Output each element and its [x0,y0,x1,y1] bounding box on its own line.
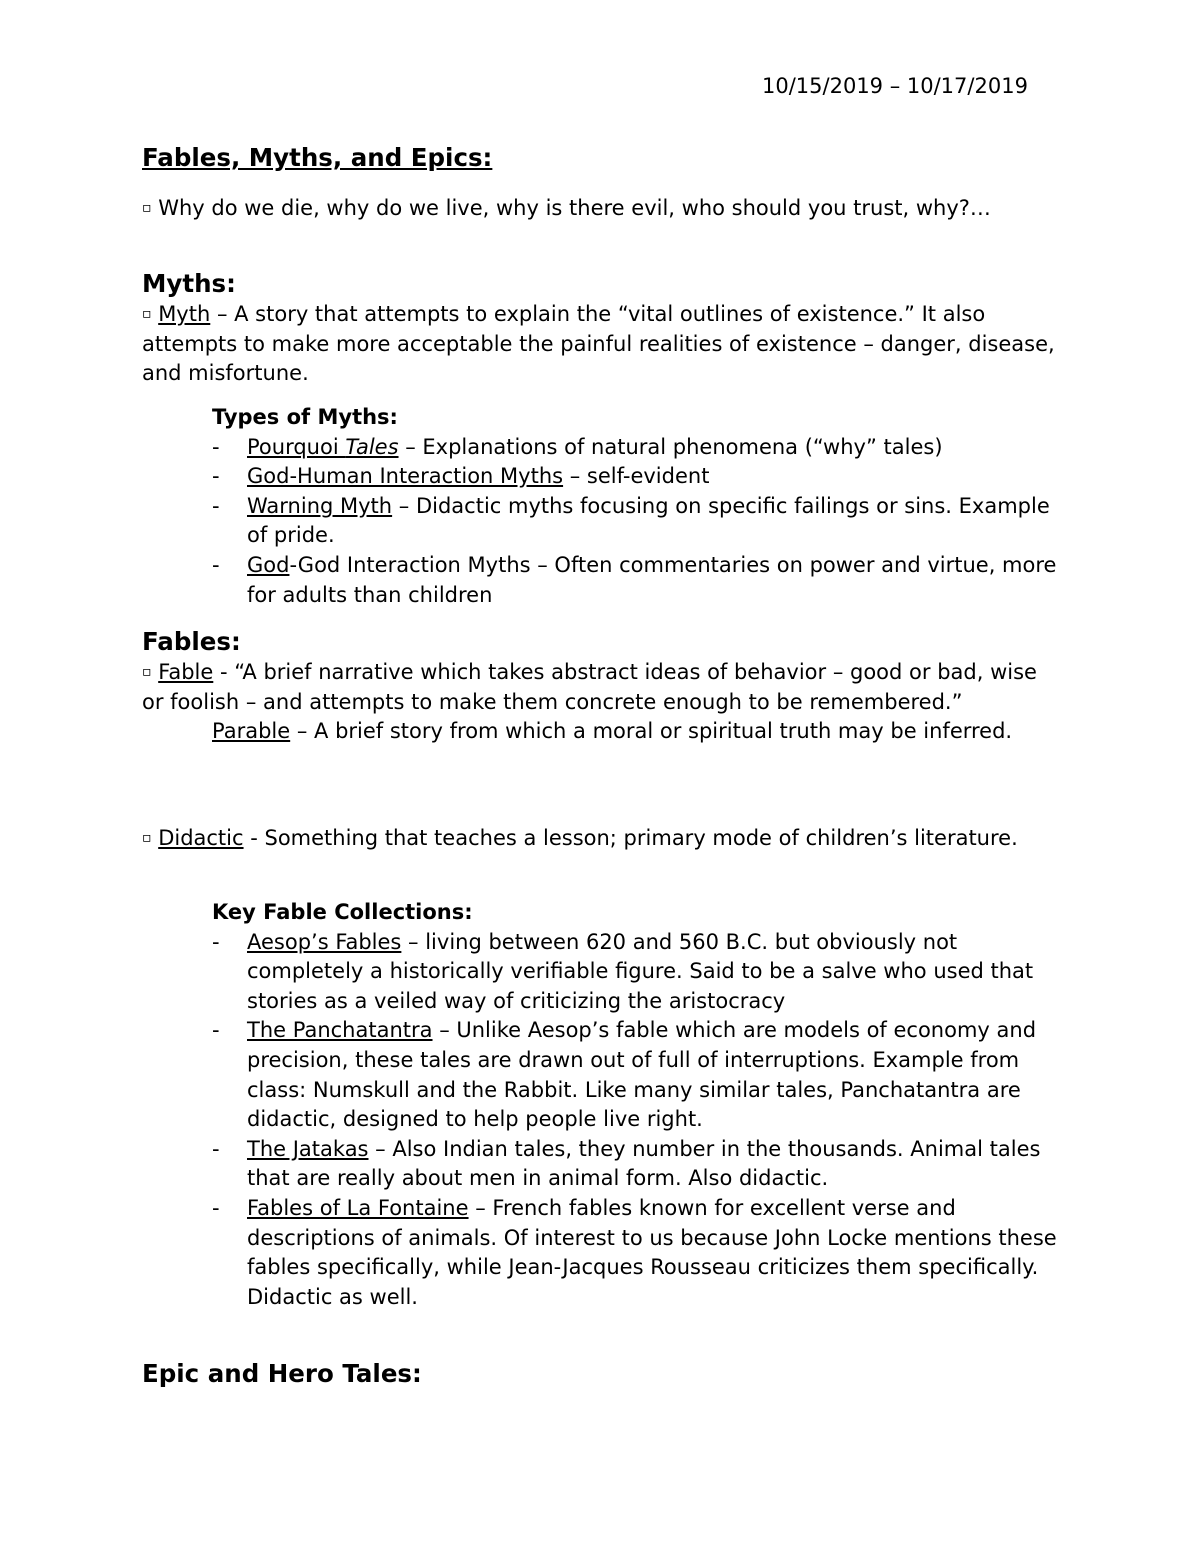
bullet-icon: ▫ [142,306,152,322]
didactic-section [142,824,1062,854]
fables-heading: Fables: [142,627,241,656]
type-term: God-Human Interaction Myths [247,464,564,489]
bullet-icon: ▫ [142,664,152,680]
list-item [142,551,1062,610]
dash-bullet: - [212,552,220,577]
collection-term: The Jatakas [247,1136,369,1161]
dash-bullet: - [212,434,220,459]
didactic-definition-text: - Something that teaches a lesson; primary mode of children’s literature. [243,826,1018,850]
dash-bullet: - [212,493,220,518]
didactic-term: Didactic [158,826,244,850]
intro-paragraph [142,194,1062,224]
list-item [142,1016,1062,1134]
myth-term: Myth [158,302,211,326]
bullet-icon: ▫ [142,200,152,216]
date-range: 10/15/2019 – 10/17/2019 [762,74,1028,98]
fables-section [142,626,1062,747]
collection-text: – Unlike Aesop’s fable which are models of economy and precision, these tales are drawn out of full of interruptions. Example from class: Numskull and the Rabbit. Like many similar tales, Panchatantra are didactic, designed to help people live right. [247,1018,1037,1132]
collection-term: Aesop’s Fables [247,929,402,954]
list-item [142,433,1062,463]
list-item [142,492,1062,551]
type-text: – Explanations of natural phenomena (“why” tales) [398,434,943,459]
dash-bullet: - [212,929,220,954]
type-text: – self-evident [563,464,710,489]
parable-definition-text: – A brief story from which a moral or spiritual truth may be inferred. [290,719,1013,744]
type-term: Pourquoi Tales [247,434,399,459]
list-item [142,928,1062,1017]
parable-definition [142,717,1062,747]
collection-text: – Also Indian tales, they number in the thousands. Animal tales that are really about men in animal form. Also didactic. [247,1136,1041,1191]
collection-text: – French fables known for excellent verse and descriptions of animals. Of interest to us because John Locke mentions these fables specifically, while Jean-Jacques Rousseau criticizes them specifically. Didactic as well. [247,1195,1057,1309]
types-heading: Types of Myths: [212,405,398,429]
fable-term: Fable [158,660,214,684]
collections-heading: Key Fable Collections: [212,900,473,924]
collection-term: The Panchatantra [247,1018,433,1043]
fable-definition [142,658,1062,717]
fable-definition-text: - “A brief narrative which takes abstract ideas of behavior – good or bad, wise or foolish – and attempts to make them concrete enough to be remembered.” [142,660,1037,714]
epic-section [142,1358,1062,1390]
myth-definition [142,300,1062,389]
didactic-definition [142,824,1062,854]
epic-heading: Epic and Hero Tales: [142,1359,422,1388]
myths-heading: Myths: [142,269,236,298]
parable-term: Parable [212,719,291,744]
myth-definition-text: – A story that attempts to explain the “vital outlines of existence.” It also attempts to make more acceptable the painful realities of existence – danger, disease, and misfortune. [142,302,1055,386]
bullet-icon: ▫ [142,830,152,846]
collection-term: Fables of La Fontaine [247,1195,469,1220]
key-fable-collections [142,898,1062,1312]
list-item [142,1194,1062,1312]
intro-text: Why do we die, why do we live, why is there evil, who should you trust, why?… [158,196,991,220]
types-of-myths [142,403,1062,610]
collection-text: – living between 620 and 560 B.C. but obviously not completely a historically verifiable figure. Said to be a salve who used that stories as a veiled way of criticizing the aristocracy [247,929,1034,1013]
collections-list [142,928,1062,1313]
list-item [142,1135,1062,1194]
dash-bullet: - [212,1195,220,1220]
dash-bullet: - [212,464,220,489]
dash-bullet: - [212,1136,220,1161]
myths-section [142,268,1062,389]
types-list [142,433,1062,611]
type-text: – Didactic myths focusing on specific failings or sins. Example of pride. [247,493,1050,548]
dash-bullet: - [212,1018,220,1043]
list-item [142,462,1062,492]
document-title: Fables, Myths, and Epics: [142,143,493,172]
type-term: God [247,552,290,577]
title-section [142,142,1062,224]
type-text: -God Interaction Myths – Often commentaries on power and virtue, more for adults than children [247,552,1057,607]
type-term: Warning Myth [247,493,393,518]
